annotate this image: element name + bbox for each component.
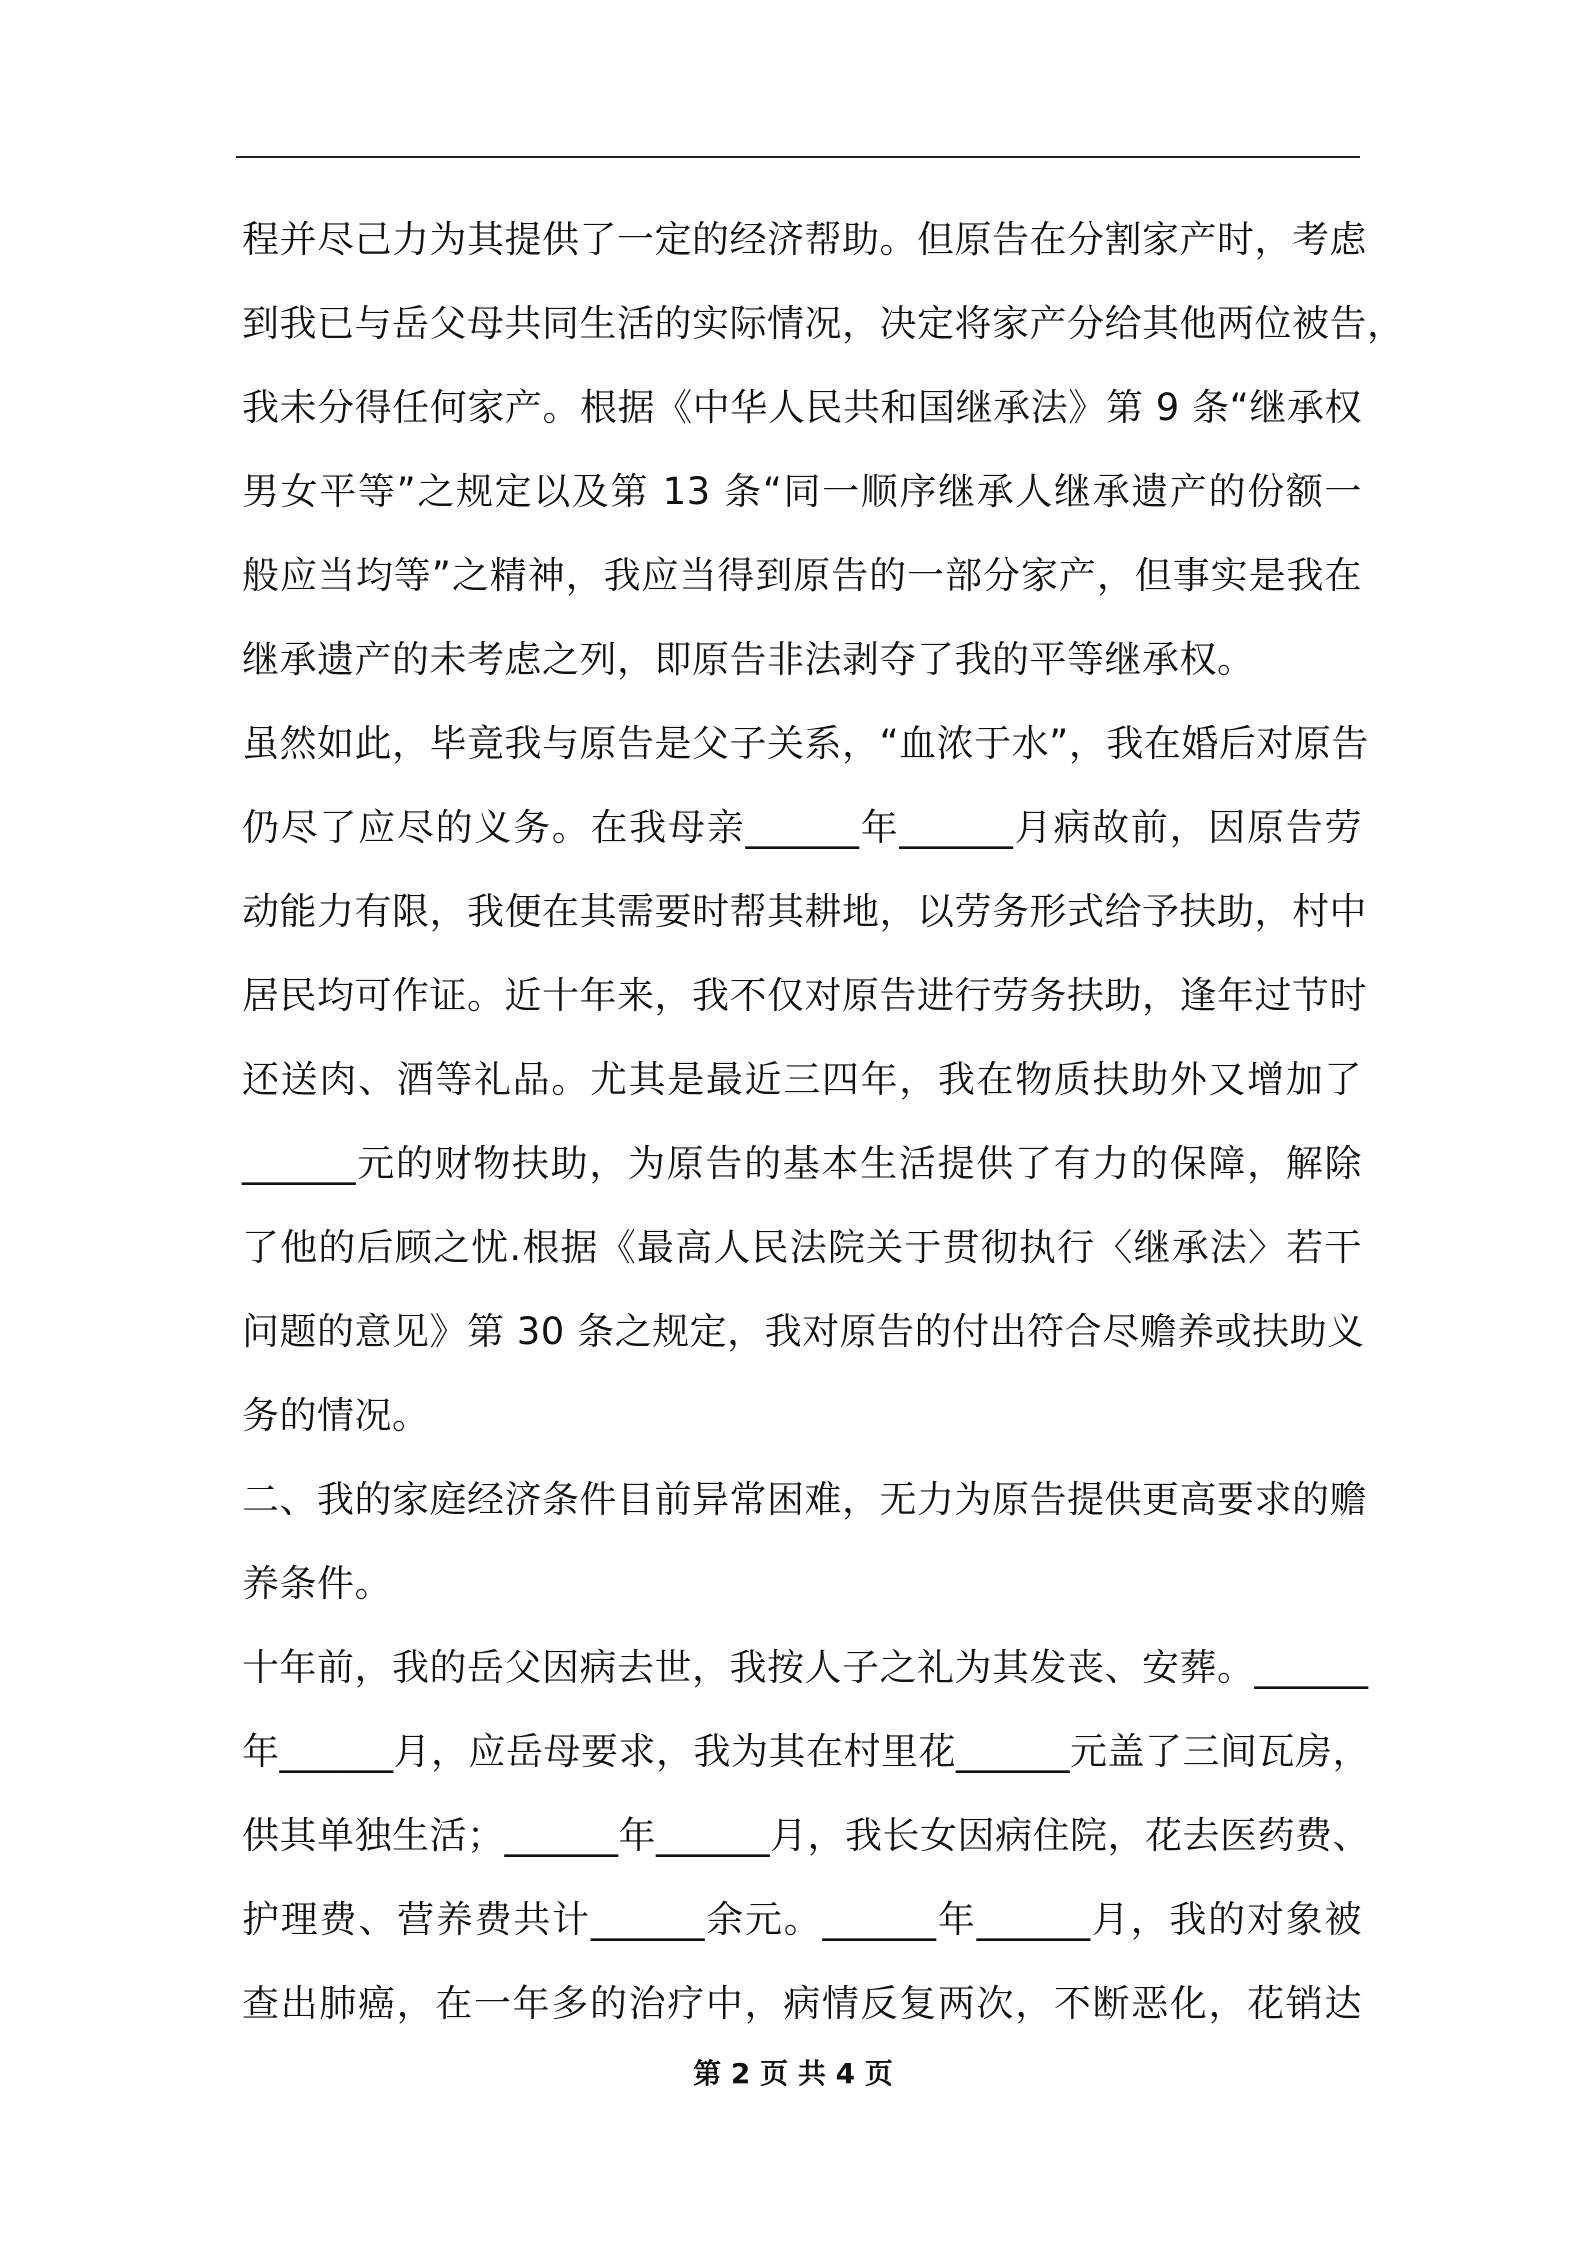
document-body <box>242 198 1405 2046</box>
text-line: 供其单独生活；______年______月，我长女因病住院，花去医药费、 <box>242 1814 1370 1857</box>
text-line: 居民均可作证。近十年来，我不仅对原告进行劳务扶助，逢年过节时 <box>242 974 1367 1017</box>
text-line: ______元的财物扶助，为原告的基本生活提供了有力的保障，解除 <box>242 1142 1362 1185</box>
text-line: 了他的后顾之忧.根据《最高人民法院关于贯彻执行〈继承法〉若干 <box>242 1226 1362 1269</box>
page-number: 第 2 页 共 4 页 <box>693 2057 893 2090</box>
text-line: 问题的意见》第 30 条之规定，我对原告的付出符合尽赡养或扶助义 <box>242 1310 1365 1353</box>
header-rule <box>236 156 1360 158</box>
text-line: 我未分得任何家产。根据《中华人民共和国继承法》第 9 条“继承权 <box>242 386 1362 429</box>
text-line: 到我已与岳父母共同生活的实际情况，决定将家产分给其他两位被告， <box>242 302 1405 345</box>
text-line: 养条件。 <box>242 1562 392 1605</box>
text-line: 继承遗产的未考虑之列，即原告非法剥夺了我的平等继承权。 <box>242 638 1255 681</box>
text-line: 般应当均等”之精神，我应当得到原告的一部分家产，但事实是我在 <box>242 554 1362 597</box>
text-line: 还送肉、酒等礼品。尤其是最近三四年，我在物质扶助外又增加了 <box>242 1058 1362 1101</box>
text-line: 十年前，我的岳父因病去世，我按人子之礼为其发丧、安葬。______ <box>242 1646 1369 1689</box>
text-line: 年______月，应岳母要求，我为其在村里花______元盖了三间瓦房， <box>242 1730 1370 1773</box>
text-line: 仍尽了应尽的义务。在我母亲______年______月病故前，因原告劳 <box>242 806 1362 849</box>
text-line: 务的情况。 <box>242 1394 430 1437</box>
text-line: 动能力有限，我便在其需要时帮其耕地，以劳务形式给予扶助，村中 <box>242 890 1367 933</box>
text-line: 查出肺癌，在一年多的治疗中，病情反复两次，不断恶化，花销达 <box>242 1982 1362 2025</box>
text-line: 男女平等”之规定以及第 13 条“同一顺序继承人继承遗产的份额一 <box>242 470 1362 513</box>
text-line: 二、我的家庭经济条件目前异常困难，无力为原告提供更高要求的赡 <box>242 1478 1367 1521</box>
text-line: 虽然如此，毕竟我与原告是父子关系，“血浓于水”，我在婚后对原告 <box>242 722 1369 765</box>
text-line: 护理费、营养费共计______余元。______年______月，我的对象被 <box>242 1898 1362 1941</box>
text-line: 程并尽己力为其提供了一定的经济帮助。但原告在分割家产时，考虑 <box>242 218 1367 261</box>
